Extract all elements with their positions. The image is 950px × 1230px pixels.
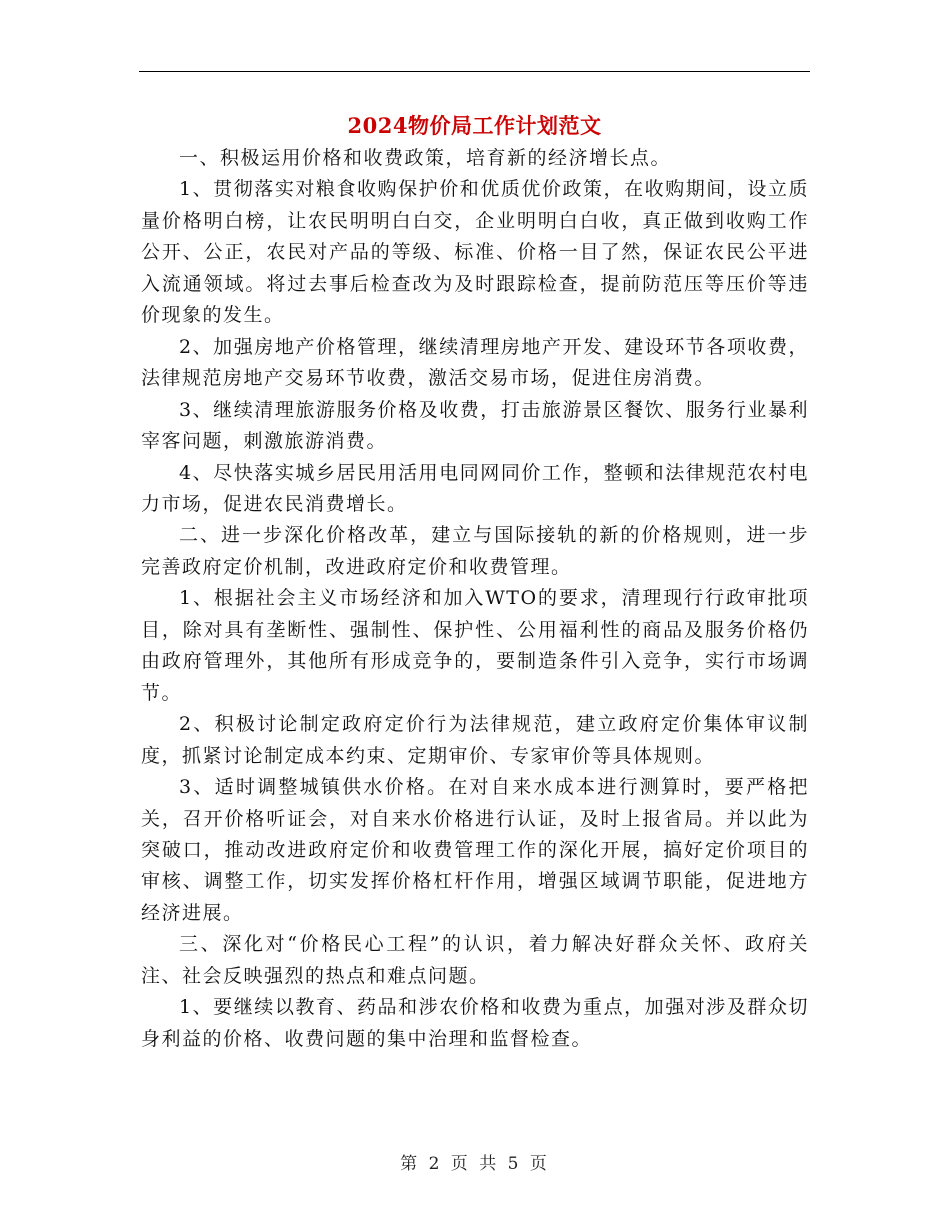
page-number-footer: 第 2 页 共 5 页: [400, 1154, 550, 1174]
document-body: [141, 143, 809, 1055]
paragraph-2-1: 1、根据社会主义市场经济和加入WTO的要求，清理现行行政审批项目，除对具有垄断性、强制性、保护性、公用福利性的商品及服务价格仍由政府管理外，其他所有形成竞争的，要制造条件引入竞争，实行市场调节。: [141, 587, 809, 704]
section-heading-1: 一、积极运用价格和收费政策，培育新的经济增长点。: [179, 147, 672, 169]
paragraph-2-2: 2、积极讨论制定政府定价行为法律规范，建立政府定价集体审议制度，抓紧讨论制定成本约束、定期审价、专家审价等具体规则。: [141, 713, 809, 767]
paragraph-1-3: 3、继续清理旅游服务价格及收费，打击旅游景区餐饮、服务行业暴利宰客问题，刺激旅游消费。: [141, 398, 809, 453]
document-title: 2024物价局工作计划范文: [347, 113, 602, 138]
header-rule: [139, 71, 810, 72]
paragraph-1-1: 1、贯彻落实对粮食收购保护价和优质优价政策，在收购期间，设立质量价格明白榜，让农民明明白白交，企业明明白白收，真正做到收购工作公开、公正，农民对产品的等级、标准、价格一目了然，保证农民公平进入流通领域。将过去事后检查改为及时跟踪检查，提前防范压等压价等违价现象的发生。: [141, 178, 809, 327]
paragraph-1-2: 2、加强房地产价格管理，继续清理房地产开发、建设环节各项收费，法律规范房地产交易环节收费，激活交易市场，促进住房消费。: [141, 335, 809, 390]
paragraph-1-4: 4、尽快落实城乡居民用活用电同网同价工作，整顿和法律规范农村电力市场，促进农民消费增长。: [141, 461, 809, 515]
paragraph-2-3: 3、适时调整城镇供水价格。在对自来水成本进行测算时，要严格把关，召开价格听证会，对自来水价格进行认证，及时上报省局。并以此为突破口，推动改进政府定价和收费管理工作的深化开展，搞好定价项目的审核、调整工作，切实发挥价格杠杆作用，增强区域调节职能，促进地方经济进展。: [141, 776, 809, 924]
section-heading-3: 三、深化对“价格民心工程”的认识，着力解决好群众关怀、政府关注、社会反映强烈的热点和难点问题。: [141, 933, 809, 987]
section-heading-2: 二、进一步深化价格改革，建立与国际接轨的新的价格规则，进一步完善政府定价机制，改进政府定价和收费管理。: [141, 524, 809, 578]
paragraph-3-1: 1、要继续以教育、药品和涉农价格和收费为重点，加强对涉及群众切身利益的价格、收费问题的集中治理和监督检查。: [141, 996, 809, 1050]
